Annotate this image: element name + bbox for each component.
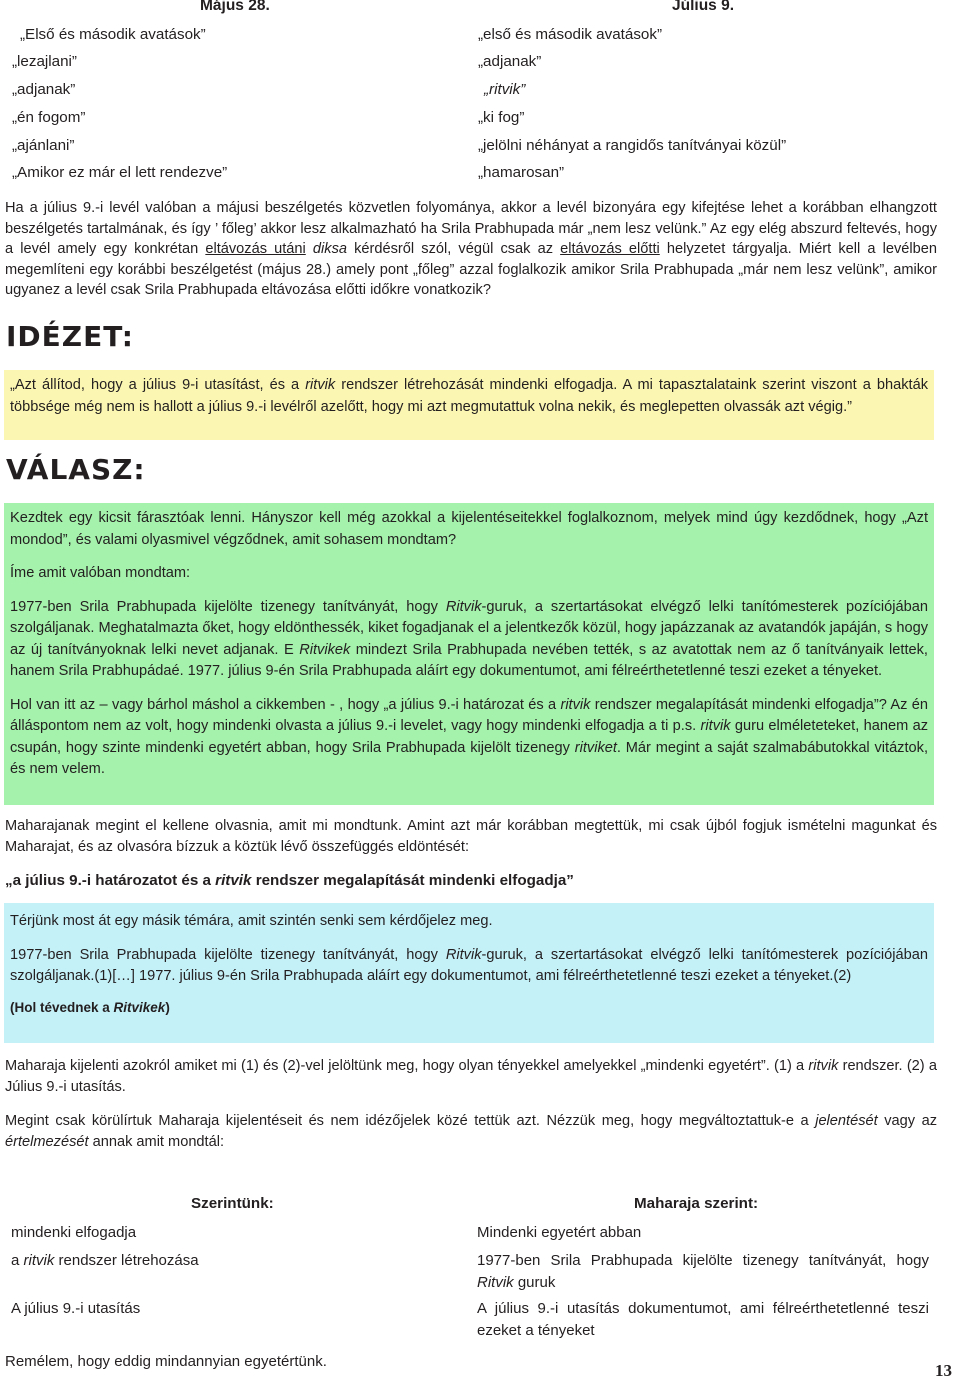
compare-right-item: „ritvik” bbox=[484, 81, 526, 98]
compare-right-item: „hamarosan” bbox=[478, 164, 565, 181]
closing-line: Remélem, hogy eddig mindannyian egyetértünk. bbox=[5, 1353, 327, 1370]
quote-text: „Azt állítod, hogy a július 9-i utasítást, és a ritvik rendszer létrehozását mindenki elfogadja. A mi tapasztalataink szerint viszont a bhakták többsége még nem is hallott a július 9.-i levélről azelőtt, hogy mi azt megmutattuk volna nekik, és meglepetten olvassák azt végig.” bbox=[10, 377, 928, 415]
table-cell-ours: A július 9.-i utasítás bbox=[11, 1300, 141, 1317]
intro-paragraph: Ha a július 9.-i levél valóban a májusi beszélgetés közvetlen folyománya, akkor a levél bizonyára egy kifejtése lehet a korábban elhangzott beszélgetés tartalmának, és így ’ főleg’ akkor lesz alkalmazható ha Srila Prabhupada már „nem lesz velünk.” Az egy elég abszurd feltevés, hogy a levél amely egy konkrétan eltávozás utáni diksa kérdésről szól, végül csak az eltávozás előtti helyzetet tárgyalja. Miért kell a levélben megemlíteni egy korábbi beszélgetést (május 28.) amely pont „főleg” azzal foglalkozik amikor Srila Prabhupada „már nem lesz velünk”, amikor ugyanez a levél csak Srila Prabhupada eltávozása előtti időkre vonatkozik? bbox=[5, 200, 937, 298]
header-date-left: Május 28. bbox=[200, 0, 270, 14]
compare-right-item: „adjanak” bbox=[478, 53, 542, 70]
answer-box bbox=[4, 503, 934, 805]
compare-left-item: „lezajlani” bbox=[12, 53, 77, 70]
bold-quote: „a július 9.-i határozatot és a ritvik rendszer megalapítását mindenki elfogadja” bbox=[5, 872, 574, 889]
answer-paragraph: 1977-ben Srila Prabhupada kijelölte tizenegy tanítványát, hogy Ritvik-guruk, a szertartásokat elvégző lelki tanítómesterek pozíciójában szolgáljanak. Meghatalmazta őket, hogy eldönthessék, kiket fogadjanak el a jelentkezők közül, hogy japázzanak az avatandók japáján, s hogy az új tanítványoknak lelki nevet adjanak. E Ritvikek mindezt Srila Prabhupada nevében tették, s az avatottak nem az ő tanítványaik lettek, hanem Srila Prabhupádaé. 1977. július 9-én Srila Prabhupada aláírt egy dokumentumot, ami félreérthetetlenné teszi ezeket a tényeket. bbox=[10, 598, 928, 679]
compare-left-item: „Amikor ez már el lett rendezve” bbox=[12, 164, 228, 181]
compare-right-item: „első és második avatások” bbox=[478, 26, 663, 43]
compare-right-item: „jelölni néhányat a rangidős tanítványai közül” bbox=[478, 137, 787, 154]
table-header-maharaja: Maharaja szerint: bbox=[634, 1195, 759, 1212]
claims-paragraph: Maharaja kijelenti azokról amiket mi (1) és (2)-vel jelöltünk meg, hogy olyan tényekkel amelyekkel „mindenki egyetért”. (1) a ritvik rendszer. (2) a Július 9.-i utasítás. bbox=[5, 1058, 937, 1095]
answer-paragraph: Íme amit valóban mondtam: bbox=[10, 565, 191, 581]
quote-heading: IDÉZET: bbox=[6, 320, 134, 353]
cited-box bbox=[4, 903, 934, 1043]
answer-paragraph: Kezdtek egy kicsit fárasztóak lenni. Hányszor kell még azokkal a kijelentéseitekkel foglalkoznom, melyek mind úgy kezdődnek, hogy „Azt mondod”, és valami olyasmivel végződnek, amit sohasem mondtam? bbox=[10, 510, 928, 548]
cited-paragraph: Térjünk most át egy másik témára, amit szintén senki sem kérdőjelez meg. bbox=[10, 913, 493, 929]
table-header-ours: Szerintünk: bbox=[191, 1195, 274, 1212]
compare-right-item: „ki fog” bbox=[478, 109, 525, 126]
compare-left-item: „adjanak” bbox=[12, 81, 76, 98]
header-date-right: Július 9. bbox=[672, 0, 735, 14]
compare-left-item: „én fogom” bbox=[12, 109, 86, 126]
table-cell-ours: mindenki elfogadja bbox=[11, 1224, 137, 1241]
quote-box bbox=[4, 370, 934, 440]
answer-paragraph: Hol van itt az – vagy bárhol máshol a cikkemben - , hogy „a július 9.-i határozat és a ritvik rendszer megalapítását mindenki elfogadja”? Az én álláspontom nem az volt, hogy mindenki olvasta a július 9.-i levelet, vagy hogy mindenki elfogadja a ti p.s. ritvik guru elméleteteket, hanem az csupán, hogy szinte mindenki egyetért abban, hogy Srila Prabhupada kijelölt tizenegy ritviket. Már megint a saját szalmabábutokkal vitáztok, és nem velem. bbox=[10, 696, 929, 777]
cited-source: (Hol tévednek a Ritvikek) bbox=[10, 999, 170, 1015]
table-cell-ours: a ritvik rendszer létrehozása bbox=[11, 1252, 199, 1269]
table-cell-maharaja: Mindenki egyetért abban bbox=[477, 1224, 642, 1241]
table-cell-maharaja: 1977-ben Srila Prabhupada kijelölte tizenegy tanítványát, hogy Ritvik guruk bbox=[477, 1252, 929, 1291]
answer-heading: VÁLASZ: bbox=[6, 453, 146, 486]
meaning-paragraph: Megint csak körülírtuk Maharaja kijelentéseit és nem idézőjelek közé tettük azt. Nézzük meg, hogy megváltoztattuk-e a jelentését vagy az értelmezését annak amit mondtál: bbox=[5, 1113, 937, 1150]
compare-left-item: „Első és második avatások” bbox=[20, 26, 206, 43]
page-number: 13 bbox=[935, 1361, 952, 1380]
compare-left-item: „ajánlani” bbox=[12, 137, 75, 154]
reply-paragraph: Maharajanak megint el kellene olvasnia, amit mi mondtunk. Amint azt már korábban megtettük, mi csak újból fogjuk ismételni magunkat és Maharajat, és az olvasóra bízzuk a köztük lévő összefüggés eldöntését: bbox=[5, 818, 937, 855]
cited-paragraph: 1977-ben Srila Prabhupada kijelölte tizenegy tanítványát, hogy Ritvik-guruk, a szertartásokat elvégző lelki tanítómesterek pozíciójában szolgáljanak.(1)[…] 1977. július 9-én Srila Prabhupada aláírt egy dokumentumot, ami félreérthetetlenné teszi ezeket a tényeket.(2) bbox=[10, 946, 928, 984]
table-cell-maharaja: A július 9.-i utasítás dokumentumot, ami félreérthetetlenné teszi ezeket a tényeket bbox=[477, 1300, 929, 1339]
